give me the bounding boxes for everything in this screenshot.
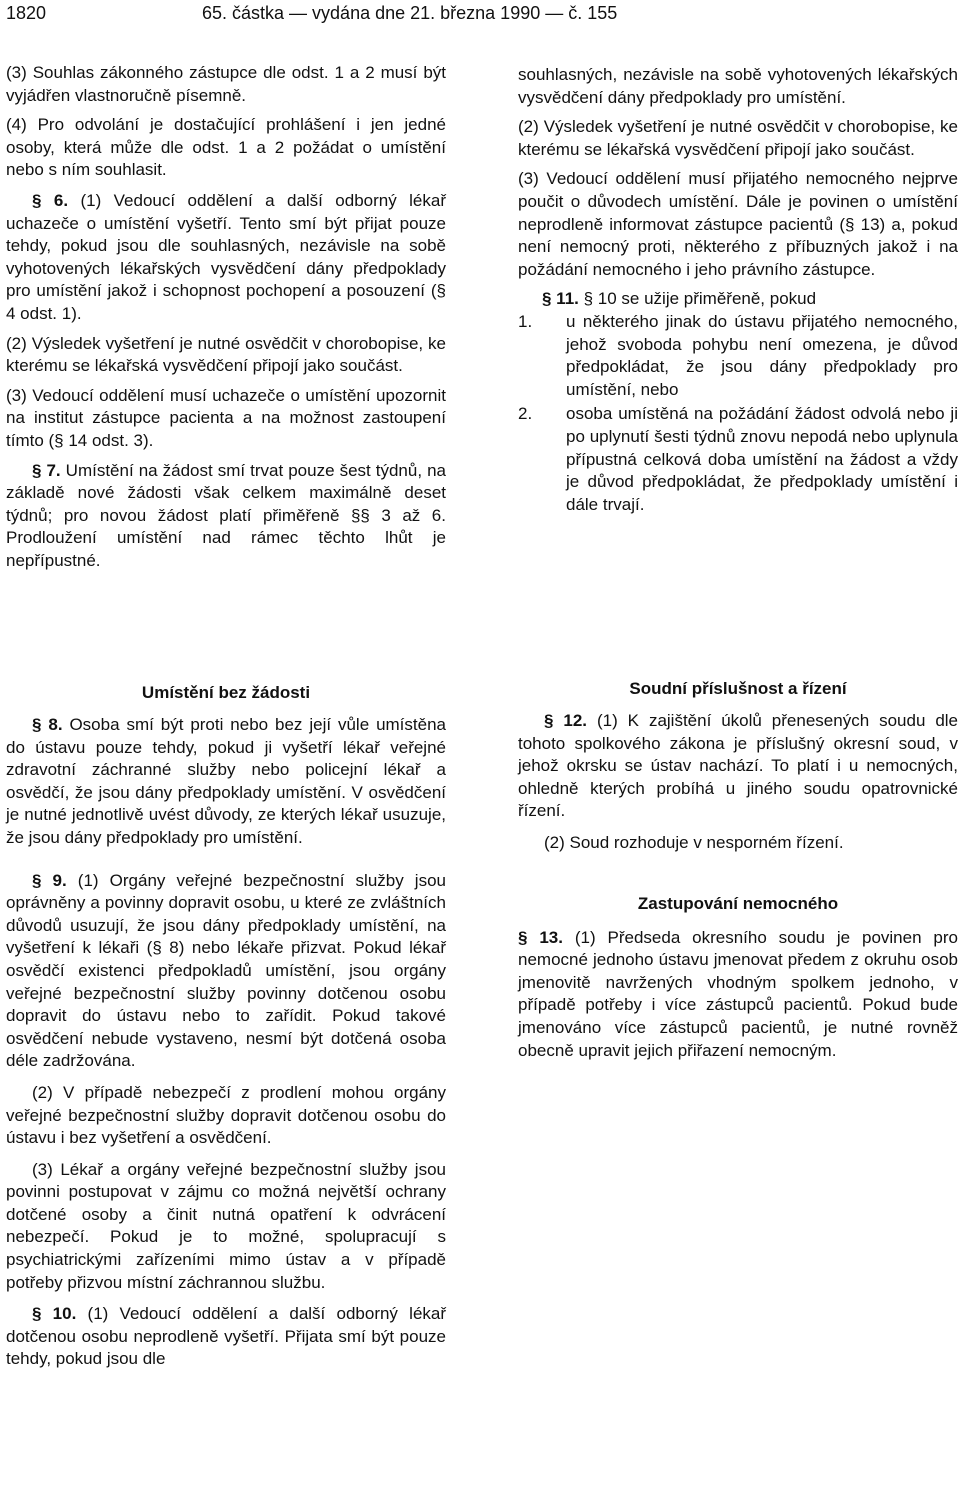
section-7 xyxy=(6,460,446,573)
section-text: (1) Vedoucí oddělení a další odborný lékař dotčenou osobu neprodleně vyšetří. Přijata smí být pouze tehdy, pokud jsou dle xyxy=(6,1304,447,1369)
column-right-bottom xyxy=(518,678,958,1062)
section-label: § 12. xyxy=(544,711,588,730)
section-heading: Zastupování nemocného xyxy=(637,893,839,913)
section-6 xyxy=(6,190,446,326)
section-12 xyxy=(518,710,958,823)
paragraph: souhlasných, nezávisle na sobě vyhotovených lékařských vysvědčení dány předpoklady pro umístění. xyxy=(518,65,958,107)
paragraph: (2) Výsledek vyšetření je nutné osvědčit v chorobopise, ke kterému se lékařská vysvědčení připojí jako součást. xyxy=(518,117,958,159)
section-text: (1) Předseda okresního soudu je povinen pro nemocné jednoho ústavu jmenovat předem z okruhu osob jmenovitě navržených vhodným spolkem jednoho, v případě potřeby i více zástupců pacientů. Pokud bude jmenováno více zástupců pacientů, je nutné rovněž obecně upravit jejich přiřazení nemocným. xyxy=(518,927,958,1060)
section-text: (1) Orgány veřejné bezpečnostní služby jsou oprávněny a povinny dopravit osobu, u které ze zvláštních důvodů usuzují, že jsou dány předpoklady umístění, na vyšetření k lékaři (§ 8) nebo lékaře přizvat. Pokud lékař osvědčí existenci předpokladů umístění, jsou orgány veřejné bezpečnostní služby povinny dotčenou osobu dopravit do ústavu nebo to zařídit. Pokud takové osvědčení nebude vystaveno, nesmí být dotčená osoba déle zadržována. xyxy=(6,870,446,1071)
paragraph: (3) Vedoucí oddělení musí uchazeče o umístění upozornit na institut zástupce pacienta a na možnost zastoupení tímto (§ 14 odst. 3). xyxy=(6,385,446,450)
paragraph: (4) Pro odvolání je dostačující prohlášení i jen jedné osoby, která může dle odst. 1 a 2 požádat o umístění nebo s ním souhlasit. xyxy=(6,115,446,180)
section-label: § 13. xyxy=(518,927,563,947)
section-11 xyxy=(518,288,958,311)
issue-line: 65. částka — vydána dne 21. března 1990 — č. 155 xyxy=(202,3,618,23)
paragraph: (2) V případě nebezpečí z prodlení mohou orgány veřejné bezpečnostní služby dopravit dotčenou osobu do ústavu i bez vyšetření a osvědčení. xyxy=(6,1082,446,1148)
column-left-top xyxy=(6,62,446,572)
section-text: (1) Vedoucí oddělení a další odborný lékař uchazeče o umístění vyšetří. Tento smí být přijat pouze tehdy, pokud jsou dle souhlasných, nezávisle na sobě vyhotovených lékařských vysvědčení dány předpoklady pro umístění jakož i schopnost pochopení a posouzení (§ 4 odst. 1). xyxy=(6,190,446,323)
section-text: Umístění na žádost smí trvat pouze šest týdnů, na základě nové žádosti však celkem maximálně deset týdnů; pro novou žádost platí přiměřeně §§ 3 až 6. Prodloužení umístění nad rámec těchto lhůt je nepřípustné. xyxy=(6,460,446,570)
list-text: u některého jinak do ústavu přijatého nemocného, jehož svoboda pohybu není omezena, je důvod předpokládat, že jsou dány předpoklady pro umístění, nebo xyxy=(566,311,958,399)
section-text: (1) K zajištění úkolů přenesených soudu dle tohoto spolkového zákona je příslušný okresní soud, v jehož okrsku se ústav nachází. To platí i u nemocných, ohledně kterých probíhá u jiného soudu opatrovnické řízení. xyxy=(518,711,959,821)
section-heading: Umístění bez žádosti xyxy=(141,683,311,702)
paragraph: (3) Lékař a orgány veřejné bezpečnostní služby jsou povinni postupovat v zájmu co možná největší ochrany dotčené osoby a činit nutná opatření k odvrácení nebezpečí. Pokud je to možné, spolupracují s psychiatrickými zařízeními mimo ústav a v případě potřeby přizvou místní záchrannou službu. xyxy=(6,1159,446,1292)
section-9 xyxy=(6,870,446,1073)
section-8 xyxy=(6,714,446,850)
section-label: § 10. xyxy=(32,1304,77,1324)
section-text: § 10 se užije přiměřeně, pokud xyxy=(578,289,817,309)
section-text: Osoba smí být proti nebo bez její vůle umístěna do ústavu pouze tehdy, pokud ji vyšetří lékař veřejné zdravotní záchranné služby nebo policejní lékař a osvědčí, že jsou dány předpoklady umístění. V osvědčení je nutné jednotlivě uvést důvody, ze kterých lékař usuzuje, že jsou dány předpoklady pro umístění. xyxy=(6,715,446,847)
column-right-top xyxy=(518,64,958,516)
paragraph: (2) Soud rozhoduje v nesporném řízení. xyxy=(544,832,844,852)
list-text: osoba umístěná na požádání žádost odvolá nebo ji po uplynutí šesti týdnů znovu nepodá nebo uplynula přípustná celková doba umístění na žádost a vždy je důvod předpokládat, že předpoklady umístění i dále trvají. xyxy=(566,404,958,514)
paragraph: (3) Vedoucí oddělení musí přijatého nemocného nejprve poučit o důvodech umístění. Dále je povinen o umístění neprodleně informovat zástupce pacientů (§ 13) a, pokud není nemocný proti, některého z příbuzných jakož i na požádání nemocného i jeho právního zástupce. xyxy=(518,169,958,279)
page-header xyxy=(0,0,960,30)
section-label: § 6. xyxy=(32,190,69,210)
list-number: 2. xyxy=(518,404,533,424)
section-label: § 7. xyxy=(32,460,61,480)
section-heading: Soudní příslušnost a řízení xyxy=(629,679,847,698)
section-13 xyxy=(518,927,958,1063)
page-number: 1820 xyxy=(6,3,47,23)
list-item xyxy=(518,311,958,401)
list-item xyxy=(518,403,958,516)
paragraph: (2) Výsledek vyšetření je nutné osvědčit v chorobopise, ke kterému se lékařská vysvědčení připojí jako součást. xyxy=(6,333,446,376)
section-label: § 9. xyxy=(32,870,67,890)
column-left-bottom xyxy=(6,682,446,1371)
paragraph: (3) Souhlas zákonného zástupce dle odst. 1 a 2 musí být vyjádřen vlastnoručně písemně. xyxy=(6,63,446,105)
section-label: § 8. xyxy=(32,715,63,734)
section-label: § 11. xyxy=(542,289,579,309)
list-number: 1. xyxy=(518,311,533,331)
section-10 xyxy=(6,1303,446,1371)
